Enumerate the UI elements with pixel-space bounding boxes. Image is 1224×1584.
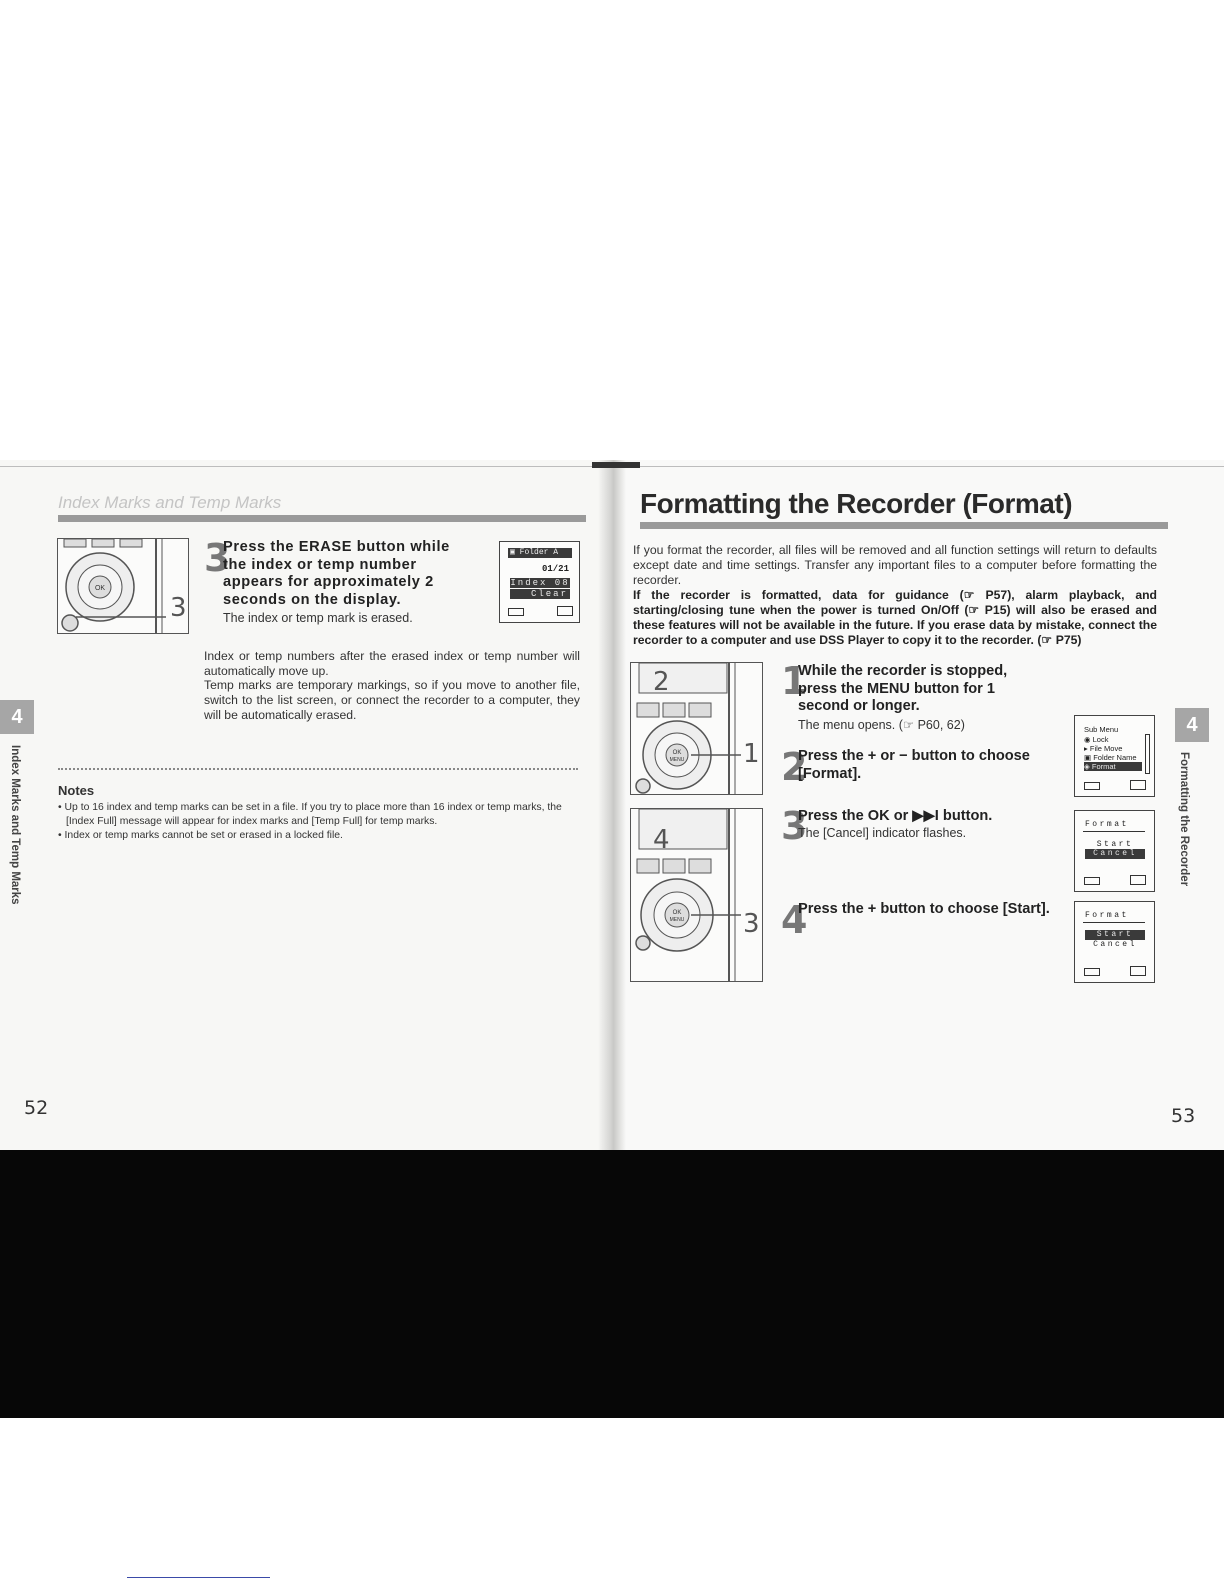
lcd-menu-item-selected: ◈ Format — [1084, 762, 1142, 771]
step-number: 3 — [204, 536, 231, 580]
folder-icon: ▣ — [1084, 753, 1092, 762]
step-description: The index or temp mark is erased. — [223, 611, 413, 625]
step-description: The [Cancel] indicator flashes. — [798, 826, 967, 840]
lcd-folder-bar — [508, 548, 572, 558]
memory-icon — [1130, 966, 1146, 976]
svg-text:OK: OK — [94, 585, 106, 592]
svg-text:OK: OK — [672, 910, 682, 916]
step-number: 1 — [781, 659, 808, 703]
running-head: Index Marks and Temp Marks — [58, 493, 282, 512]
lcd-start-option: Start — [1096, 840, 1134, 849]
lcd-start-option-selected: Start — [1085, 930, 1145, 940]
lcd-index-row: Index 08 — [510, 578, 570, 588]
svg-text:MENU: MENU — [669, 917, 685, 923]
chapter-side-label: Formatting the Recorder — [1178, 752, 1190, 887]
lcd-format-start — [1074, 901, 1155, 983]
file-move-icon: ▸ — [1084, 744, 1088, 753]
lcd-index-clear — [499, 541, 580, 623]
callout-number: 3 — [743, 909, 760, 939]
lcd-format-title: Format — [1085, 820, 1129, 829]
intro-paragraph: If you format the recorder, all files will be removed and all function settings will return to defaults except date and time settings. Transfer any important files to a computer before formatting the recorder. If the recorder is formatted, data for guidance (☞ P57), alarm playback, and starting/closing tune when the power is turned On/Off (☞ P15) will also be erased and these features will not be available in the future. If you erase data by mistake, connect the recorder to a computer and use DSS Player to copy it to the recorder. (☞ P75) — [633, 543, 1157, 647]
battery-icon — [508, 608, 524, 616]
chapter-tab: 4 — [0, 700, 34, 734]
lcd-menu-title: Sub Menu — [1084, 725, 1119, 734]
lcd-clear-row: Clear — [510, 589, 570, 599]
recorder-illustration — [57, 538, 189, 634]
lcd-menu-item: ▸ File Move — [1084, 744, 1123, 753]
note-item: • Index or temp marks cannot be set or erased in a locked file. — [58, 830, 343, 841]
lcd-format-title: Format — [1085, 911, 1129, 920]
battery-icon — [1084, 782, 1100, 790]
chapter-side-label: Index Marks and Temp Marks — [9, 745, 21, 905]
memory-icon — [1130, 780, 1146, 790]
notes-title: Notes — [58, 783, 95, 798]
lock-icon: ◉ — [1084, 735, 1091, 744]
callout-number: 3 — [170, 593, 187, 623]
lcd-folder: Folder A — [519, 548, 559, 557]
lcd-format-cancel — [1074, 810, 1155, 892]
step-number: 4 — [781, 898, 808, 942]
lcd-title-underline — [1083, 831, 1145, 832]
lcd-cancel-option-selected: Cancel — [1085, 849, 1145, 859]
lcd-menu-item: ◉ Lock — [1084, 735, 1109, 744]
memory-icon — [557, 606, 573, 616]
step-title: Press the ERASE button while the index or temp number appears for approximately 2 seconds on the display. — [223, 539, 450, 608]
step-number: 3 — [781, 804, 808, 848]
callout-number: 2 — [653, 667, 670, 697]
book-gutter — [598, 460, 626, 1150]
page-number: 52 — [24, 1097, 49, 1119]
recorder-illustration-menu — [630, 662, 763, 795]
step-number: 2 — [781, 745, 808, 789]
lcd-counter: 01/21 — [541, 564, 569, 574]
callout-number: 1 — [743, 739, 760, 769]
page-title: Formatting the Recorder (Format) — [640, 488, 1073, 519]
paragraph-temp-marks: Temp marks are temporary markings, so if you move to another file, switch to the list screen, or connect the recorder to a computer, they will be automatically erased. — [204, 678, 580, 722]
memory-icon — [1130, 875, 1146, 885]
header-rule — [58, 515, 586, 522]
recorder-illustration-format — [630, 808, 763, 982]
step-title: Press the OK or ▶▶I button. — [798, 808, 993, 824]
svg-text:MENU: MENU — [669, 757, 685, 763]
footer-rule — [127, 1577, 270, 1578]
battery-icon — [1084, 877, 1100, 885]
scrollbar-icon — [1145, 734, 1150, 774]
format-icon: ◈ — [1084, 762, 1090, 771]
page-number: 53 — [1171, 1105, 1196, 1127]
lcd-sub-menu — [1074, 715, 1155, 797]
step-description: The menu opens. (☞ P60, 62) — [798, 718, 965, 732]
battery-icon — [1084, 968, 1100, 976]
step-title: Press the + or − button to choose [Format]. — [798, 748, 1030, 782]
lcd-menu-item: ▣ Folder Name — [1084, 753, 1137, 762]
step-title: Press the + button to choose [Start]. — [798, 901, 1050, 917]
title-rule — [640, 522, 1168, 529]
paragraph-index-move: Index or temp numbers after the erased index or temp number will automatically move up. — [204, 649, 580, 678]
lcd-cancel-option: Cancel — [1093, 940, 1137, 949]
chapter-tab: 4 — [1175, 708, 1209, 742]
folder-icon: ▣ — [510, 548, 515, 557]
note-item: • Up to 16 index and temp marks can be set in a file. If you try to place more than 16 index or temp marks, the [Index Full] message will appear for index marks and [Temp Full] for temp marks. — [58, 802, 562, 827]
gutter-mark — [592, 462, 640, 468]
callout-number: 4 — [653, 825, 670, 855]
svg-text:OK: OK — [672, 750, 682, 756]
step-title: While the recorder is stopped, press the MENU button for 1 second or longer. — [798, 663, 1008, 714]
lcd-title-underline — [1083, 922, 1145, 923]
scan-black-band — [0, 1150, 1224, 1418]
notes-list — [58, 801, 588, 843]
dotted-divider — [58, 768, 578, 770]
